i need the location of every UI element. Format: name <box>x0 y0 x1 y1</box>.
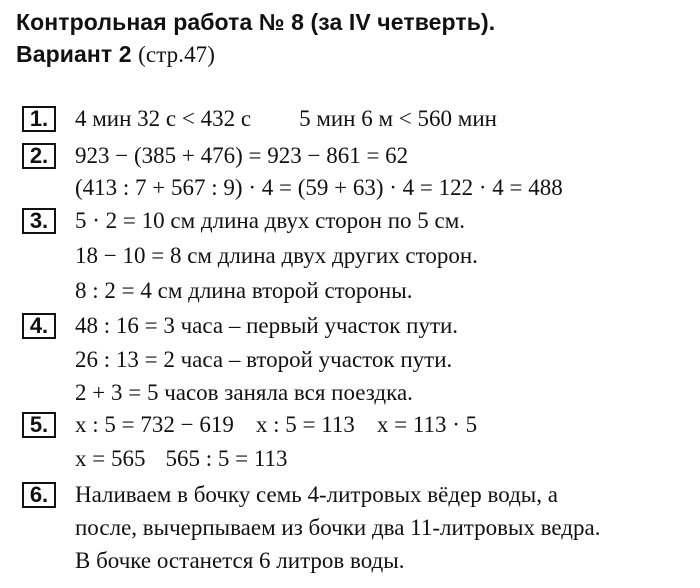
variant-label: Вариант 2 <box>16 41 132 67</box>
task-2-line-1: 923 − (385 + 476) = 923 − 861 = 62 <box>75 143 409 168</box>
task-5-line-1-part-a: x : 5 = 732 − 619 <box>75 412 234 437</box>
task-5-line-2 <box>75 444 288 474</box>
task-4-line-3: 2 + 3 = 5 часов заняла вся поездка. <box>75 380 413 405</box>
task-1-line-1 <box>75 104 497 134</box>
variant-line <box>16 40 215 69</box>
task-1-line-1-part-b: 5 мин 6 м < 560 мин <box>299 106 497 131</box>
task-number-3: 3. <box>22 208 56 234</box>
task-number-2: 2. <box>22 143 56 169</box>
task-4-line-2: 26 : 13 = 2 часа – второй участок пути. <box>75 347 453 372</box>
task-2-line-2: (413 : 7 + 567 : 9) · 4 = (59 + 63) · 4 = 122 · 4 = 488 <box>75 175 563 200</box>
task-6-line-1: Наливаем в бочку семь 4-литровых вёдер воды, а <box>75 482 558 507</box>
task-3-line-2: 18 − 10 = 8 см длина двух других сторон. <box>75 243 478 268</box>
task-5-line-2-part-a: x = 565 <box>75 446 146 471</box>
task-1-line-1-part-a: 4 мин 32 с < 432 с <box>75 106 252 131</box>
task-5-line-2-part-b: 565 : 5 = 113 <box>165 446 288 471</box>
task-6-line-3: В бочке останется 6 литров воды. <box>75 548 405 573</box>
page-title: Контрольная работа № 8 (за IV четверть). <box>16 9 496 35</box>
task-6-line-2: после, вычерпываем из бочки два 11-литровых ведра. <box>75 515 601 540</box>
task-4-line-1: 48 : 16 = 3 часа – первый участок пути. <box>75 313 459 338</box>
task-5-line-1-part-b: x : 5 = 113 <box>255 412 355 437</box>
page-reference: (стр.47) <box>138 42 216 67</box>
task-number-5: 5. <box>22 412 56 438</box>
task-number-6: 6. <box>22 482 56 508</box>
task-5-line-1 <box>75 410 477 440</box>
task-3-line-1: 5 · 2 = 10 см длина двух сторон по 5 см. <box>75 208 466 233</box>
task-3-line-3: 8 : 2 = 4 см длина второй стороны. <box>75 278 413 303</box>
task-number-1: 1. <box>22 106 56 132</box>
task-5-line-1-part-c: x = 113 · 5 <box>376 412 478 437</box>
task-number-4: 4. <box>22 313 56 339</box>
